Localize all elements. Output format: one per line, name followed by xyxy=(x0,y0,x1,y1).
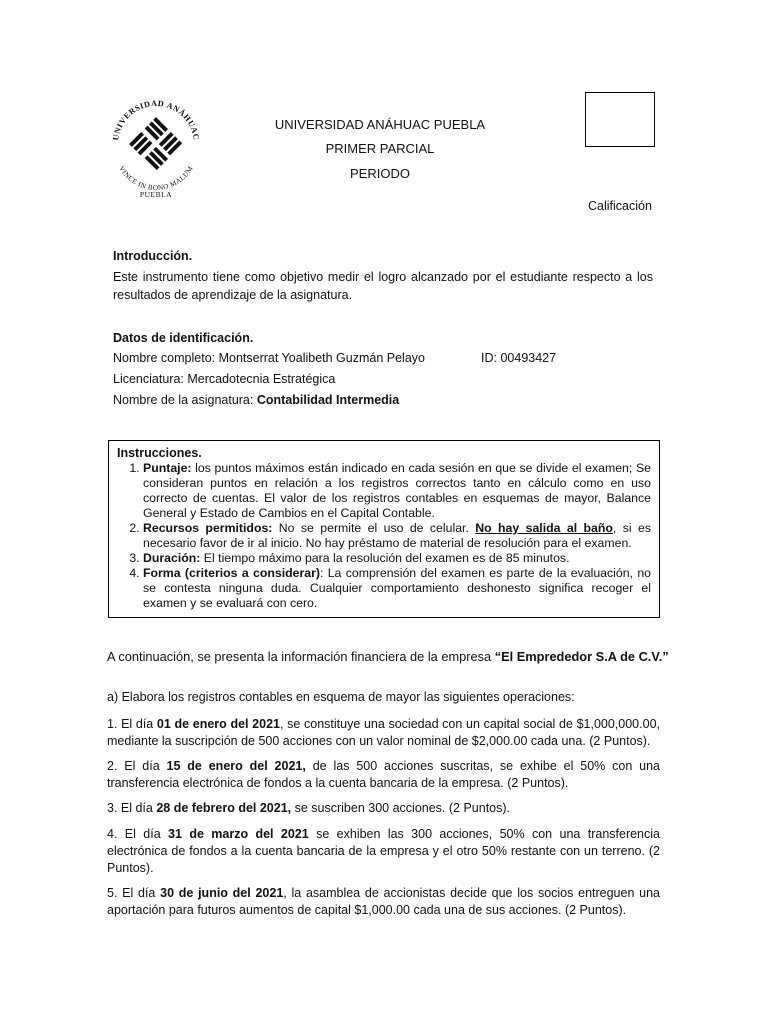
operation-text: se exhiben las 300 acciones, 50% con una transferencia electrónica de fondos a la cuenta bancaria de la empresa y el otro 50% restante con un terreno. (2 Puntos). xyxy=(107,827,660,875)
operation-date: 30 de junio del 2021 xyxy=(160,886,284,900)
logo-ring-bottom-text: VINCE IN BONO MALUM xyxy=(117,164,195,193)
operation-item xyxy=(107,716,660,750)
operation-prefix: 5. El día xyxy=(107,886,161,900)
operation-item xyxy=(107,885,660,919)
company-name: “El Emprededor S.A de C.V.” xyxy=(494,649,669,664)
operation-date: 28 de febrero del 2021, xyxy=(156,801,292,815)
operation-item xyxy=(107,826,660,877)
instruction-label: Duración: xyxy=(143,551,201,565)
name-value: Montserrat Yoalibeth Guzmán Pelayo xyxy=(218,351,425,365)
instruction-text: , si es necesario favor de ir al inicio. No hay préstamo de material de resolución para el examen. xyxy=(143,521,651,550)
instruction-text: : La comprensión del examen es parte de la evaluación, no se contesta ninguna duda. Cualquier comportamiento deshonesto significa recoger el examen y se evaluará con cero. xyxy=(143,566,651,610)
operation-prefix: 4. El día xyxy=(107,827,169,841)
operation-date: 01 de enero del 2021 xyxy=(156,717,280,731)
instruction-item-form xyxy=(143,566,651,611)
university-seal-icon xyxy=(104,92,208,196)
id-label: ID: xyxy=(481,351,497,365)
woven-emblem-icon xyxy=(128,116,185,173)
subject-row xyxy=(113,393,399,407)
instruction-text: El tiempo máximo para la resolución del examen es de 85 minutos. xyxy=(200,551,570,565)
logo-ring-top-text: UNIVERSIDAD ANÁHUAC xyxy=(111,98,201,142)
operation-date: 15 de enero del 2021, xyxy=(166,759,306,773)
university-name: UNIVERSIDAD ANÁHUAC PUEBLA xyxy=(274,117,486,132)
introduction-title: Introducción. xyxy=(113,249,193,263)
operation-prefix: 2. El día xyxy=(107,759,167,773)
degree-row xyxy=(113,372,335,386)
instruction-label: Puntaje: xyxy=(143,461,192,475)
instructions-box xyxy=(108,440,660,618)
grade-box[interactable] xyxy=(585,92,655,147)
task-a: a) Elabora los registros contables en esquema de mayor las siguientes operaciones: xyxy=(107,690,575,704)
instruction-emphasis: No hay salida al baño xyxy=(475,521,613,535)
subject-label: Nombre de la asignatura: xyxy=(113,393,254,407)
operation-text: se suscriben 300 acciones. (2 Puntos). xyxy=(291,801,511,815)
instruction-label: Forma (criterios a considerar) xyxy=(143,566,320,580)
logo-city: PUEBLA xyxy=(139,190,173,199)
id-value: 00493427 xyxy=(500,351,557,365)
operation-item xyxy=(107,800,660,817)
operation-item xyxy=(107,758,660,792)
operation-text: , se constituye una sociedad con un capital social de $1,000,000.00, mediante la suscripción de 500 acciones con un valor nominal de $2,000.00 cada una. (2 Puntos). xyxy=(107,717,660,748)
instruction-item-duration xyxy=(143,551,651,566)
operation-text: de las 500 acciones suscritas, se exhibe el 50% con una transferencia electrónica de fondos a la cuenta bancaria de la empresa. (2 Puntos). xyxy=(107,759,660,790)
instruction-item-score xyxy=(143,461,651,521)
instructions-title: Instrucciones. xyxy=(117,446,202,460)
instruction-text: No se permite el uso de celular. xyxy=(272,521,476,535)
period-label: PERIODO xyxy=(350,166,410,181)
instruction-text: los puntos máximos están indicado en cada sesión en que se divide el examen; Se consideran puntos en relación a los registros correctos tanto en cálculo como en uso correcto de cuentas. El valor de los registros contables en esquemas de mayor, Balance General y Estado de Cambios en el Capital Contable. xyxy=(143,461,651,520)
operation-date: 31 de marzo del 2021 xyxy=(168,827,309,841)
id-row xyxy=(481,351,556,365)
introduction-text: Este instrumento tiene como objetivo medir el logro alcanzado por el estudiante respecto a los resultados de aprendizaje de la asignatura. xyxy=(113,270,653,302)
operation-prefix: 3. El día xyxy=(107,801,157,815)
operation-text: , la asamblea de accionistas decide que los socios entreguen una aportación para futuros aumentos de capital $1,000.00 cada una de sus acciones. (2 Puntos). xyxy=(107,886,661,917)
financial-intro-text: A continuación, se presenta la información financiera de la empresa xyxy=(107,649,495,664)
instruction-item-resources xyxy=(143,521,651,551)
operation-prefix: 1. El día xyxy=(107,717,157,731)
university-logo xyxy=(104,92,208,208)
degree-value: Mercadotecnia Estratégica xyxy=(187,372,336,386)
grade-label: Calificación xyxy=(588,199,652,213)
name-row xyxy=(113,351,425,365)
instruction-label: Recursos permitidos: xyxy=(143,521,273,535)
subject-value: Contabilidad Intermedia xyxy=(256,393,400,407)
name-label: Nombre completo: xyxy=(113,351,216,365)
degree-label: Licenciatura: xyxy=(113,372,184,386)
identification-title: Datos de identificación. xyxy=(113,331,254,345)
instructions-list xyxy=(117,461,651,611)
exam-title: PRIMER PARCIAL xyxy=(325,141,435,156)
financial-intro xyxy=(107,649,669,664)
